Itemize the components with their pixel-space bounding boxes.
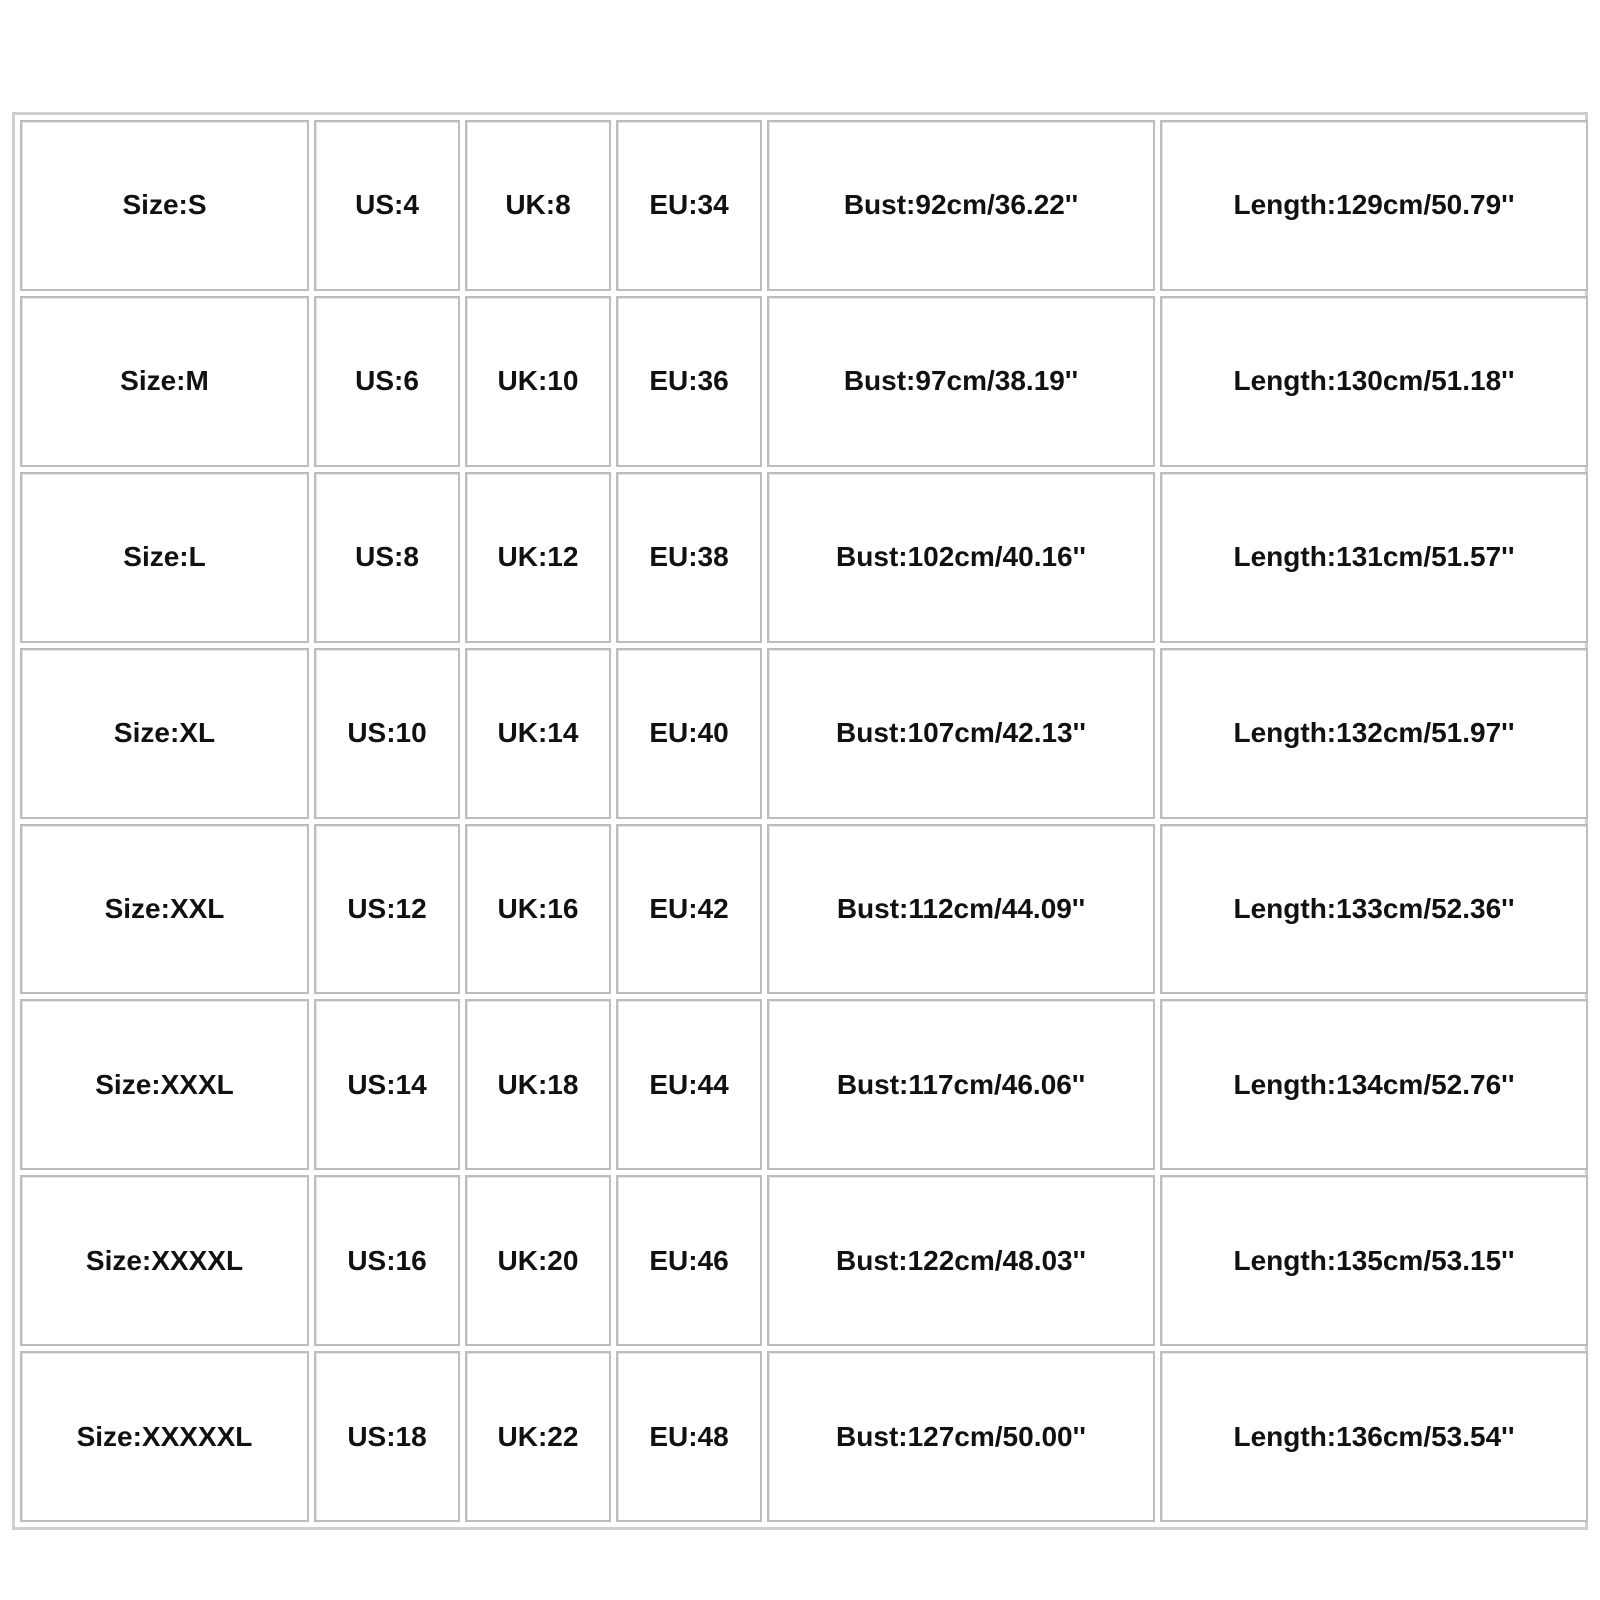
us-size-cell: US:18 [314,1351,460,1522]
bust-cell: Bust:112cm/44.09'' [767,824,1155,995]
length-cell: Length:132cm/51.97'' [1160,648,1588,819]
eu-size-cell: EU:38 [616,472,762,643]
us-size-cell: US:12 [314,824,460,995]
size-cell: Size:M [20,296,309,467]
us-size-cell: US:14 [314,999,460,1170]
bust-cell: Bust:102cm/40.16'' [767,472,1155,643]
table-row [20,1351,1588,1522]
length-cell: Length:129cm/50.79'' [1160,120,1588,291]
us-size-cell: US:6 [314,296,460,467]
table-row [20,999,1588,1170]
uk-size-cell: UK:20 [465,1175,611,1346]
length-cell: Length:130cm/51.18'' [1160,296,1588,467]
bust-cell: Bust:122cm/48.03'' [767,1175,1155,1346]
bust-cell: Bust:92cm/36.22'' [767,120,1155,291]
size-cell: Size:XXXXL [20,1175,309,1346]
us-size-cell: US:8 [314,472,460,643]
size-cell: Size:XL [20,648,309,819]
uk-size-cell: UK:8 [465,120,611,291]
table-row [20,1175,1588,1346]
table-row [20,648,1588,819]
us-size-cell: US:4 [314,120,460,291]
length-cell: Length:135cm/53.15'' [1160,1175,1588,1346]
uk-size-cell: UK:10 [465,296,611,467]
us-size-cell: US:16 [314,1175,460,1346]
length-cell: Length:131cm/51.57'' [1160,472,1588,643]
eu-size-cell: EU:34 [616,120,762,291]
uk-size-cell: UK:22 [465,1351,611,1522]
uk-size-cell: UK:14 [465,648,611,819]
bust-cell: Bust:117cm/46.06'' [767,999,1155,1170]
eu-size-cell: EU:48 [616,1351,762,1522]
size-cell: Size:XXXXXL [20,1351,309,1522]
uk-size-cell: UK:12 [465,472,611,643]
bust-cell: Bust:127cm/50.00'' [767,1351,1155,1522]
uk-size-cell: UK:16 [465,824,611,995]
eu-size-cell: EU:36 [616,296,762,467]
eu-size-cell: EU:40 [616,648,762,819]
size-cell: Size:XXL [20,824,309,995]
length-cell: Length:134cm/52.76'' [1160,999,1588,1170]
table-row [20,824,1588,995]
eu-size-cell: EU:42 [616,824,762,995]
length-cell: Length:133cm/52.36'' [1160,824,1588,995]
us-size-cell: US:10 [314,648,460,819]
size-cell: Size:XXXL [20,999,309,1170]
bust-cell: Bust:107cm/42.13'' [767,648,1155,819]
length-cell: Length:136cm/53.54'' [1160,1351,1588,1522]
size-cell: Size:L [20,472,309,643]
table-row [20,472,1588,643]
eu-size-cell: EU:44 [616,999,762,1170]
size-cell: Size:S [20,120,309,291]
table-row [20,120,1588,291]
eu-size-cell: EU:46 [616,1175,762,1346]
bust-cell: Bust:97cm/38.19'' [767,296,1155,467]
table-row [20,296,1588,467]
uk-size-cell: UK:18 [465,999,611,1170]
size-chart [12,112,1588,1530]
size-chart-table [15,115,1593,1527]
